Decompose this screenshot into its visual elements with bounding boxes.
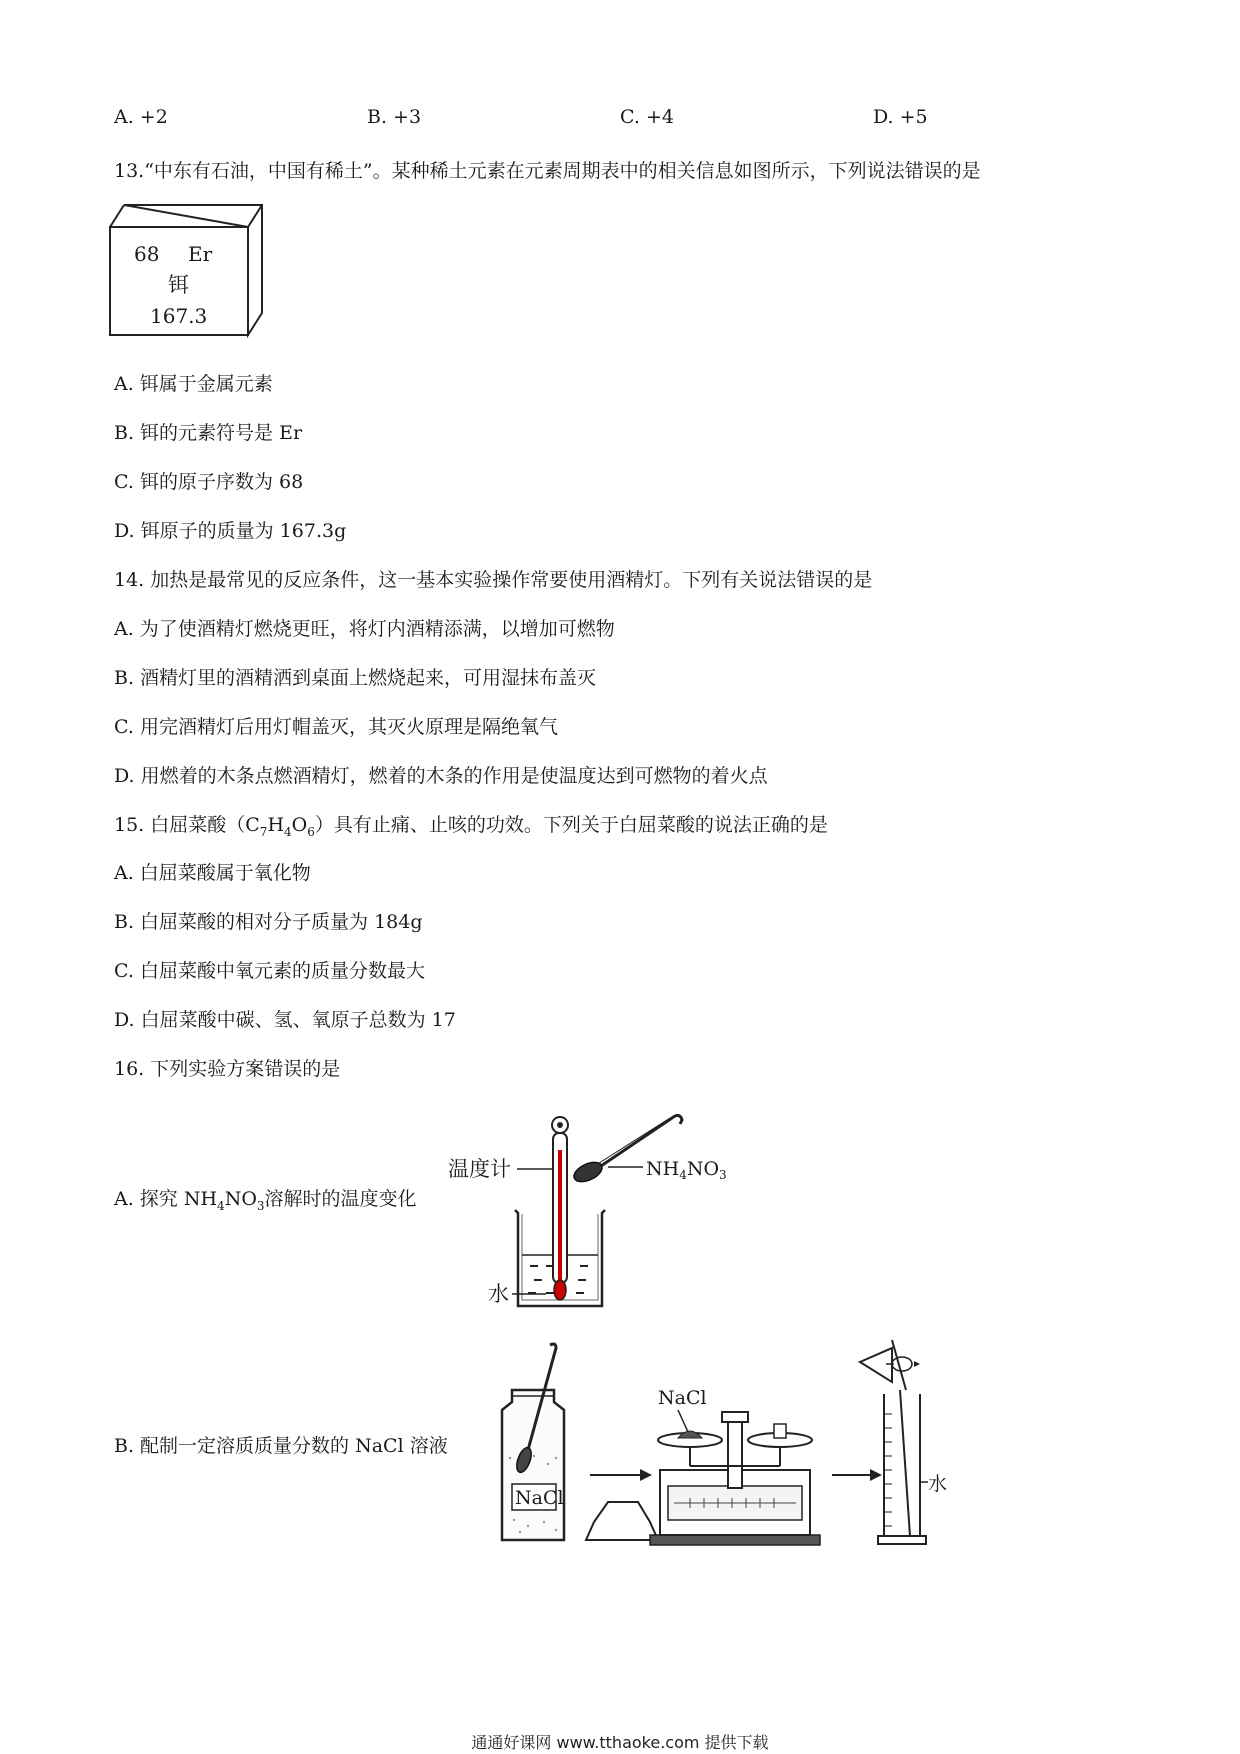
q15-option-c: C. 白屈菜酸中氧元素的质量分数最大 [114, 960, 425, 982]
q13-stem: 13.“中东有石油，中国有稀土”。某种稀土元素在元素周期表中的相关信息如图所示，下列说法错误的是 [114, 160, 981, 182]
water-label-b: 水 [928, 1473, 948, 1495]
water-label-a: 水 [488, 1282, 509, 1306]
q14-stem: 14. 加热是最常见的反应条件，这一基本实验操作常要使用酒精灯。下列有关说法错误的是 [114, 569, 873, 591]
q13-option-b: B. 铒的元素符号是 Er [114, 422, 303, 444]
q12-option-b: B. +3 [367, 106, 422, 128]
bottle-label: NaCl [515, 1487, 564, 1509]
q14-option-d: D. 用燃着的木条点燃酒精灯，燃着的木条的作用是使温度达到可燃物的着火点 [114, 765, 768, 787]
q15-option-d: D. 白屈菜酸中碳、氢、氧原子总数为 17 [114, 1009, 456, 1031]
q13-option-a: A. 铒属于金属元素 [114, 373, 273, 395]
figure-a-dissolution-setup [440, 1110, 740, 1310]
page-footer: 通通好课网 www.tthaoke.com 提供下载 [471, 1733, 769, 1752]
q14-option-b: B. 酒精灯里的酒精洒到桌面上燃烧起来，可用湿抹布盖灭 [114, 667, 597, 689]
q16-stem: 16. 下列实验方案错误的是 [114, 1058, 341, 1080]
element-name: 铒 [168, 273, 189, 297]
q15-option-b: B. 白屈菜酸的相对分子质量为 184g [114, 911, 423, 933]
element-symbol: Er [188, 242, 213, 266]
thermometer-label: 温度计 [448, 1157, 511, 1181]
chemical-label: $NH_4NO_3$ [646, 1158, 727, 1182]
q15-stem: 15. 白屈菜酸$(C_7H_4O_6)$具有止痛、止咳的功效。下列关于白屈菜酸的说法正确的是 [114, 814, 828, 839]
balance-label: NaCl [658, 1387, 707, 1409]
element-tile-figure [110, 205, 270, 345]
q16-option-b: B. 配制一定溶质质量分数的 NaCl 溶液 [114, 1435, 448, 1457]
figure-b-solution-preparation [490, 1340, 950, 1550]
q14-option-a: A. 为了使酒精灯燃烧更旺，将灯内酒精添满，以增加可燃物 [114, 618, 615, 640]
q12-option-a: A. +2 [114, 106, 168, 128]
element-mass: 167.3 [150, 304, 208, 328]
q13-option-d: D. 铒原子的质量为 167.3g [114, 520, 347, 542]
element-number: 68 [134, 242, 160, 266]
q12-option-c: C. +4 [620, 106, 674, 128]
q16-option-a: A. 探究 $NH_4NO_3$溶解时的温度变化 [114, 1188, 417, 1213]
q14-option-c: C. 用完酒精灯后用灯帽盖灭，其灭火原理是隔绝氧气 [114, 716, 558, 738]
q13-option-c: C. 铒的原子序数为 68 [114, 471, 304, 493]
q15-option-a: A. 白屈菜酸属于氧化物 [114, 862, 311, 884]
q12-option-d: D. +5 [873, 106, 928, 128]
